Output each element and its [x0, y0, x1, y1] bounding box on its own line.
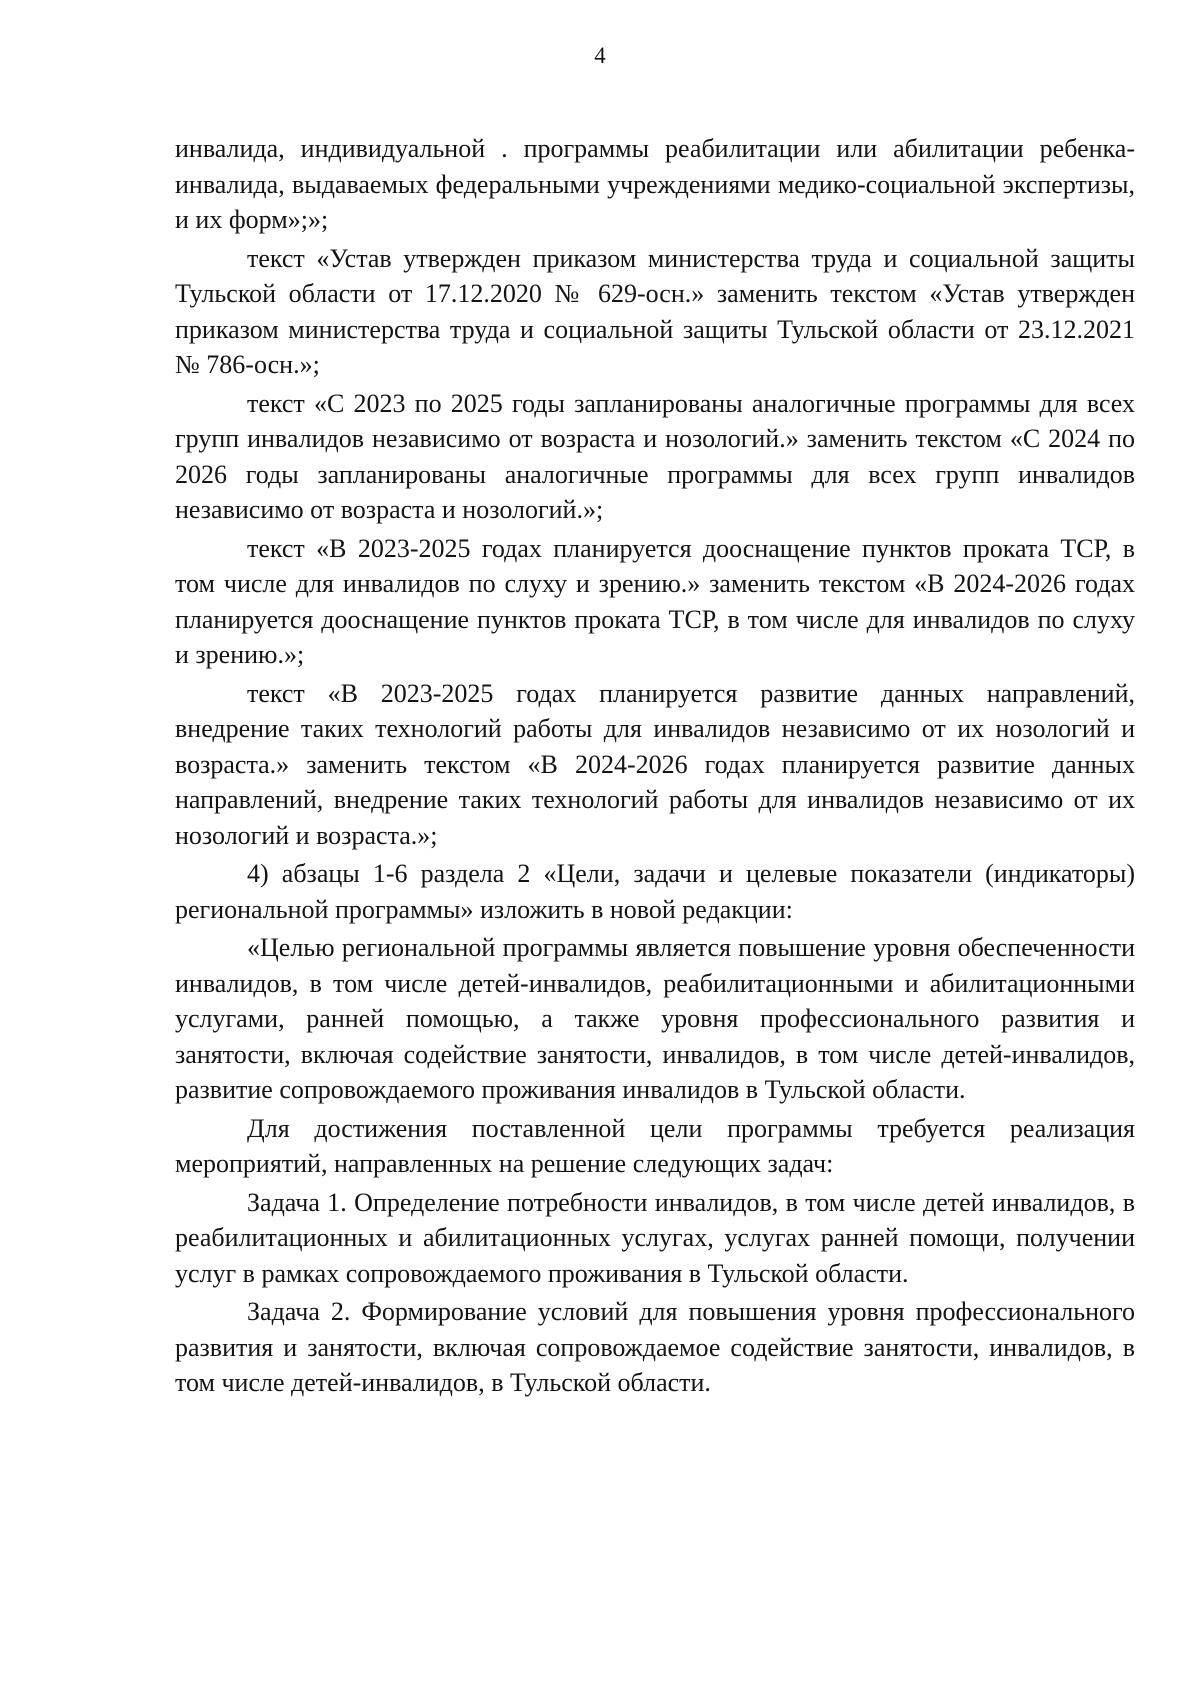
- page-number: 4: [594, 43, 606, 68]
- paragraph-1: инвалида, индивидуальной . программы реабилитации или абилитации ребенка-инвалида, выдаваемых федеральными учреждениями медико-социальной экспертизы, и их форм»;»;: [175, 134, 1135, 234]
- paragraph-7: «Целью региональной программы является повышение уровня обеспеченности инвалидов, в том числе детей-инвалидов, реабилитационными и абилитационными услугами, ранней помощью, а также уровня профессионального развития и занятости, включая содействие занятости, инвалидов, в том числе детей-инвалидов, развитие сопровождаемого проживания инвалидов в Тульской области.: [175, 933, 1135, 1104]
- paragraph-9: Задача 1. Определение потребности инвалидов, в том числе детей инвалидов, в реабилитационных и абилитационных услугах, услугах ранней помощи, получении услуг в рамках сопровождаемого проживания в Тульской области.: [175, 1187, 1135, 1288]
- paragraph-10: Задача 2. Формирование условий для повышения уровня профессионального развития и занятости, включая сопровождаемое содействие занятости, инвалидов, в том числе детей-инвалидов, в Тульской области.: [175, 1297, 1135, 1397]
- paragraph-5: текст «В 2023-2025 годах планируется развитие данных направлений, внедрение таких технологий работы для инвалидов независимо от их нозологий и возраста.» заменить текстом «В 2024-2026 годах планируется развитие данных направлений, внедрение таких технологий работы для инвалидов независимо от их нозологий и возраста.»;: [175, 678, 1135, 850]
- paragraph-4: текст «В 2023-2025 годах планируется дооснащение пунктов проката ТСР, в том числе для инвалидов по слуху и зрению.» заменить текстом «В 2024-2026 годах планируется дооснащение пунктов проката ТСР, в том числе для инвалидов по слуху и зрению.»;: [175, 533, 1135, 669]
- paragraph-6: 4) абзацы 1-6 раздела 2 «Цели, задачи и целевые показатели (индикаторы) региональной программы» изложить в новой редакции:: [175, 859, 1135, 924]
- paragraph-2: текст «Устав утвержден приказом министерства труда и социальной защиты Тульской области от 17.12.2020 № 629-осн.» заменить текстом «Устав утвержден приказом министерства труда и социальной защиты Тульской области от 23.12.2021 № 786-осн.»;: [175, 243, 1135, 379]
- paragraph-8: Для достижения поставленной цели программы требуется реализация мероприятий, направленных на решение следующих задач:: [175, 1113, 1135, 1178]
- paragraph-3: текст «С 2023 по 2025 годы запланированы аналогичные программы для всех групп инвалидов независимо от возраста и нозологий.» заменить текстом «С 2024 по 2026 годы запланированы аналогичные программы для всех групп инвалидов независимо от возраста и нозологий.»;: [175, 388, 1135, 524]
- document-body: [175, 131, 1135, 1401]
